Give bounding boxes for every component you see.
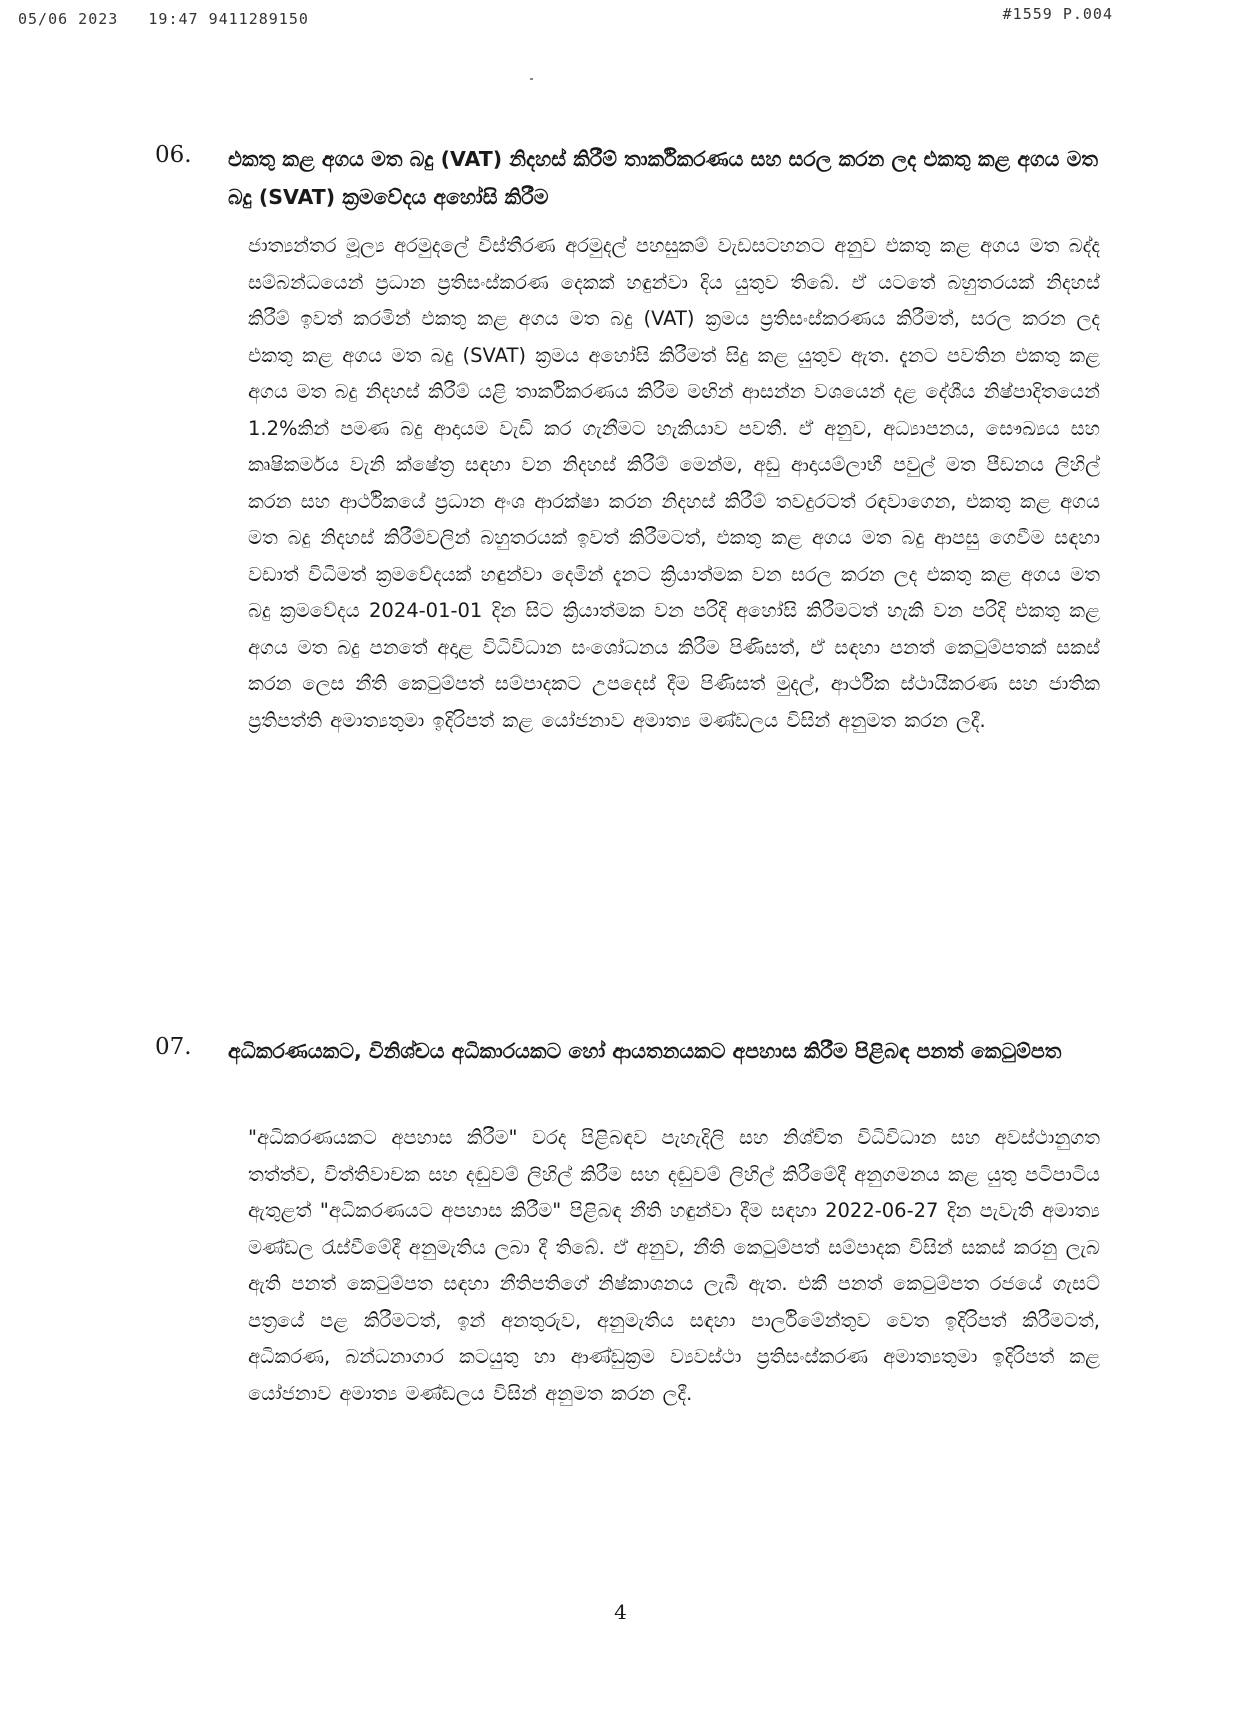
- section-number: 07.: [155, 1034, 192, 1060]
- section-title: අධිකරණයකට, විනිශ්චය අධිකාරයකට හෝ ආයතනයකට අපහාස කිරීම පිළිබඳ පනත් කෙටුම්පත: [228, 1039, 1062, 1063]
- section-title: එකතු කළ අගය මත බදු (VAT) නිදහස් කිරීම් තාර්කිකරණය සහ සරල කරන ලද එකතු කළ අගය මත බදු (SVAT) ක්‍රමවේදය අහෝසි කිරීම: [228, 147, 1098, 209]
- fax-page-info: #1559 P.004: [1002, 5, 1113, 23]
- page-number: 4: [614, 1600, 627, 1624]
- scan-artifact: [530, 78, 533, 80]
- section-number: 06.: [155, 142, 192, 168]
- section-body: "අධිකරණයකට අපහාස කිරීම" වරද පිළිබඳව පැහැදිලි සහ නිශ්චිත විධිවිධාන සහ අවස්ථානුගත තත්ත්ව, විත්තිවාචක සහ දඬුවම් ලිහිල් කිරීම සහ දඬුවම් ලිහිල් කිරීමේදී අනුගමනය කළ යුතු පටිපාටිය ඇතුළත් "අධිකරණයට අපහාස කිරීම" පිළිබඳ නීති හඳුන්වා දීම සඳහා 2022-06-27 දින පැවැති අමාත්‍ය මණ්ඩල රැස්වීමේදී අනුමැතිය ලබා දී තිබේ. ඒ අනුව, නීති කෙටුම්පත් සම්පාදක විසින් සකස් කරනු ලැබ ඇති පනත් කෙටුම්පත සඳහා නීතිපතිගේ නිෂ්කාශනය ලැබී ඇත. එකී පනත් කෙටුම්පත රජයේ ගැසට් පත්‍රයේ පළ කිරීමටත්, ඉන් අනතුරුව, අනුමැතිය සඳහා පාර්ලිමේන්තුව වෙත ඉදිරිපත් කිරීමටත්, අධිකරණ, බන්ධනාගාර කටයුතු හා ආණ්ඩුක්‍රම ව්‍යවස්ථා ප්‍රතිසංස්කරණ අමාත්‍යතුමා ඉදිරිපත් කළ යෝජනාව අමාත්‍ය මණ්ඩලය විසින් අනුමත කරන ලදී.: [248, 1126, 1100, 1405]
- fax-header: [0, 0, 1241, 40]
- section-body: ජාත්‍යන්තර මූල්‍ය අරමුදලේ විස්තීරණ අරමුදල් පහසුකම් වැඩසටහනට අනුව එකතු කළ අගය මත බද්ද සම්බන්ධයෙන් ප්‍රධාන ප්‍රතිසංස්කරණ දෙකක් හඳුන්වා දිය යුතුව තිබේ. ඒ යටතේ බහුතරයක් නිදහස් කිරීම් ඉවත් කරමින් එකතු කළ අගය මත බදු (VAT) ක්‍රමය ප්‍රතිසංස්කරණය කිරීමත්, සරල කරන ලද එකතු කළ අගය මත බදු (SVAT) ක්‍රමය අහෝසි කිරීමත් සිදු කළ යුතුව ඇත. දැනට පවතින එකතු කළ අගය මත බදු නිදහස් කිරීම් යළි තාර්කිකරණය කිරීම මඟින් ආසන්න වශයෙන් දළ දේශීය නිෂ්පාදිතයෙන් 1.2%කින් පමණ බදු ආදායම වැඩි කර ගැනීමට හැකියාව පවතී. ඒ අනුව, අධ්‍යාපනය, සෞඛ්‍යය සහ කෘෂිකර්මය වැනි ක්ෂේත්‍ර සඳහා වන නිදහස් කිරීම් මෙන්ම, අඩු ආදායම්ලාභී පවුල් මත පීඩනය ලිහිල් කරන සහ ආර්ථිකයේ ප්‍රධාන අංශ ආරක්ෂා කරන නිදහස් කිරීම් තවදුරටත් රඳවාගෙන, එකතු කළ අගය මත බදු නිදහස් කිරීම්වලින් බහුතරයක් ඉවත් කිරීමටත්, එකතු කළ අගය මත බදු ආපසු ගෙවීම සඳහා වඩාත් විධිමත් ක්‍රමවේදයක් හඳුන්වා දෙමින් දැනට ක්‍රියාත්මක වන සරල කරන ලද එකතු කළ අගය මත බදු ක්‍රමවේදය 2024-01-01 දින සිට ක්‍රියාත්මක වන පරිදි අහෝසි කිරීමටත් හැකි වන පරිදි එකතු කළ අගය මත බදු පනතේ අදාළ විධිවිධාන සංශෝධනය කිරීම පිණිසත්, ඒ සඳහා පනත් කෙටුම්පතක් සකස් කරන ලෙස නීති කෙටුම්පත් සම්පාදකට උපදෙස් දීම පිණිසත් මුදල්, ආර්ථික ස්ථායීකරණ සහ ජාතික ප්‍රතිපත්ති අමාත්‍යතුමා ඉදිරිපත් කළ යෝජනාව අමාත්‍ය මණ්ඩලය විසින් අනුමත කරන ලදී.: [248, 234, 1100, 732]
- fax-transmission-info: 05/06 2023 19:47 9411289150: [18, 10, 309, 28]
